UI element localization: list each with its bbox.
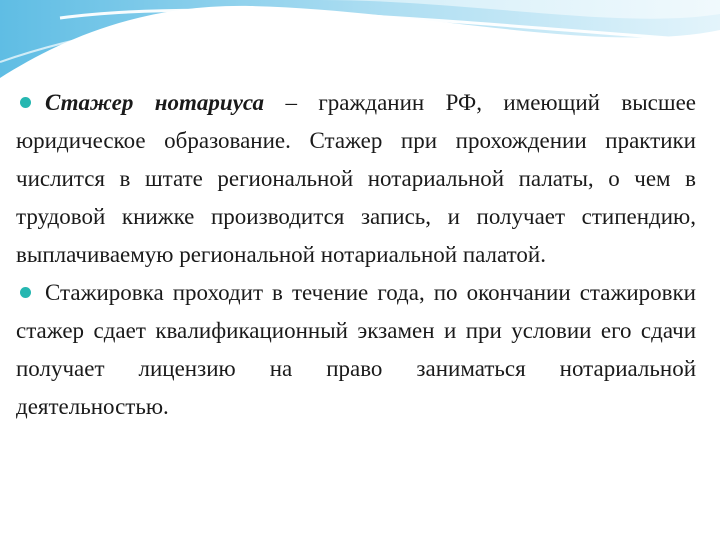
bullet-dot-icon: [20, 97, 31, 108]
term-notary-intern: Стажер нотариуса: [45, 90, 265, 115]
paragraph-internship-duration: [16, 274, 696, 426]
bullet-dot-icon: [20, 287, 31, 298]
paragraph-text: – гражданин РФ, имеющий высшее юридическое образование. Стажер при прохождении практики числится в штате региональной нотариальной палаты, о чем в трудовой книжке производится запись, и получает стипендию, выплачиваемую региональной нотариальной палатой.: [16, 90, 696, 267]
slide-body: [16, 84, 696, 426]
paragraph-intern-definition: [16, 84, 696, 274]
header-wave-decoration: [0, 0, 720, 90]
paragraph-text: Стажировка проходит в течение года, по окончании стажировки стажер сдает квалификационный экзамен и при условии его сдачи получает лицензию на право заниматься нотариальной деятельностью.: [16, 280, 696, 419]
